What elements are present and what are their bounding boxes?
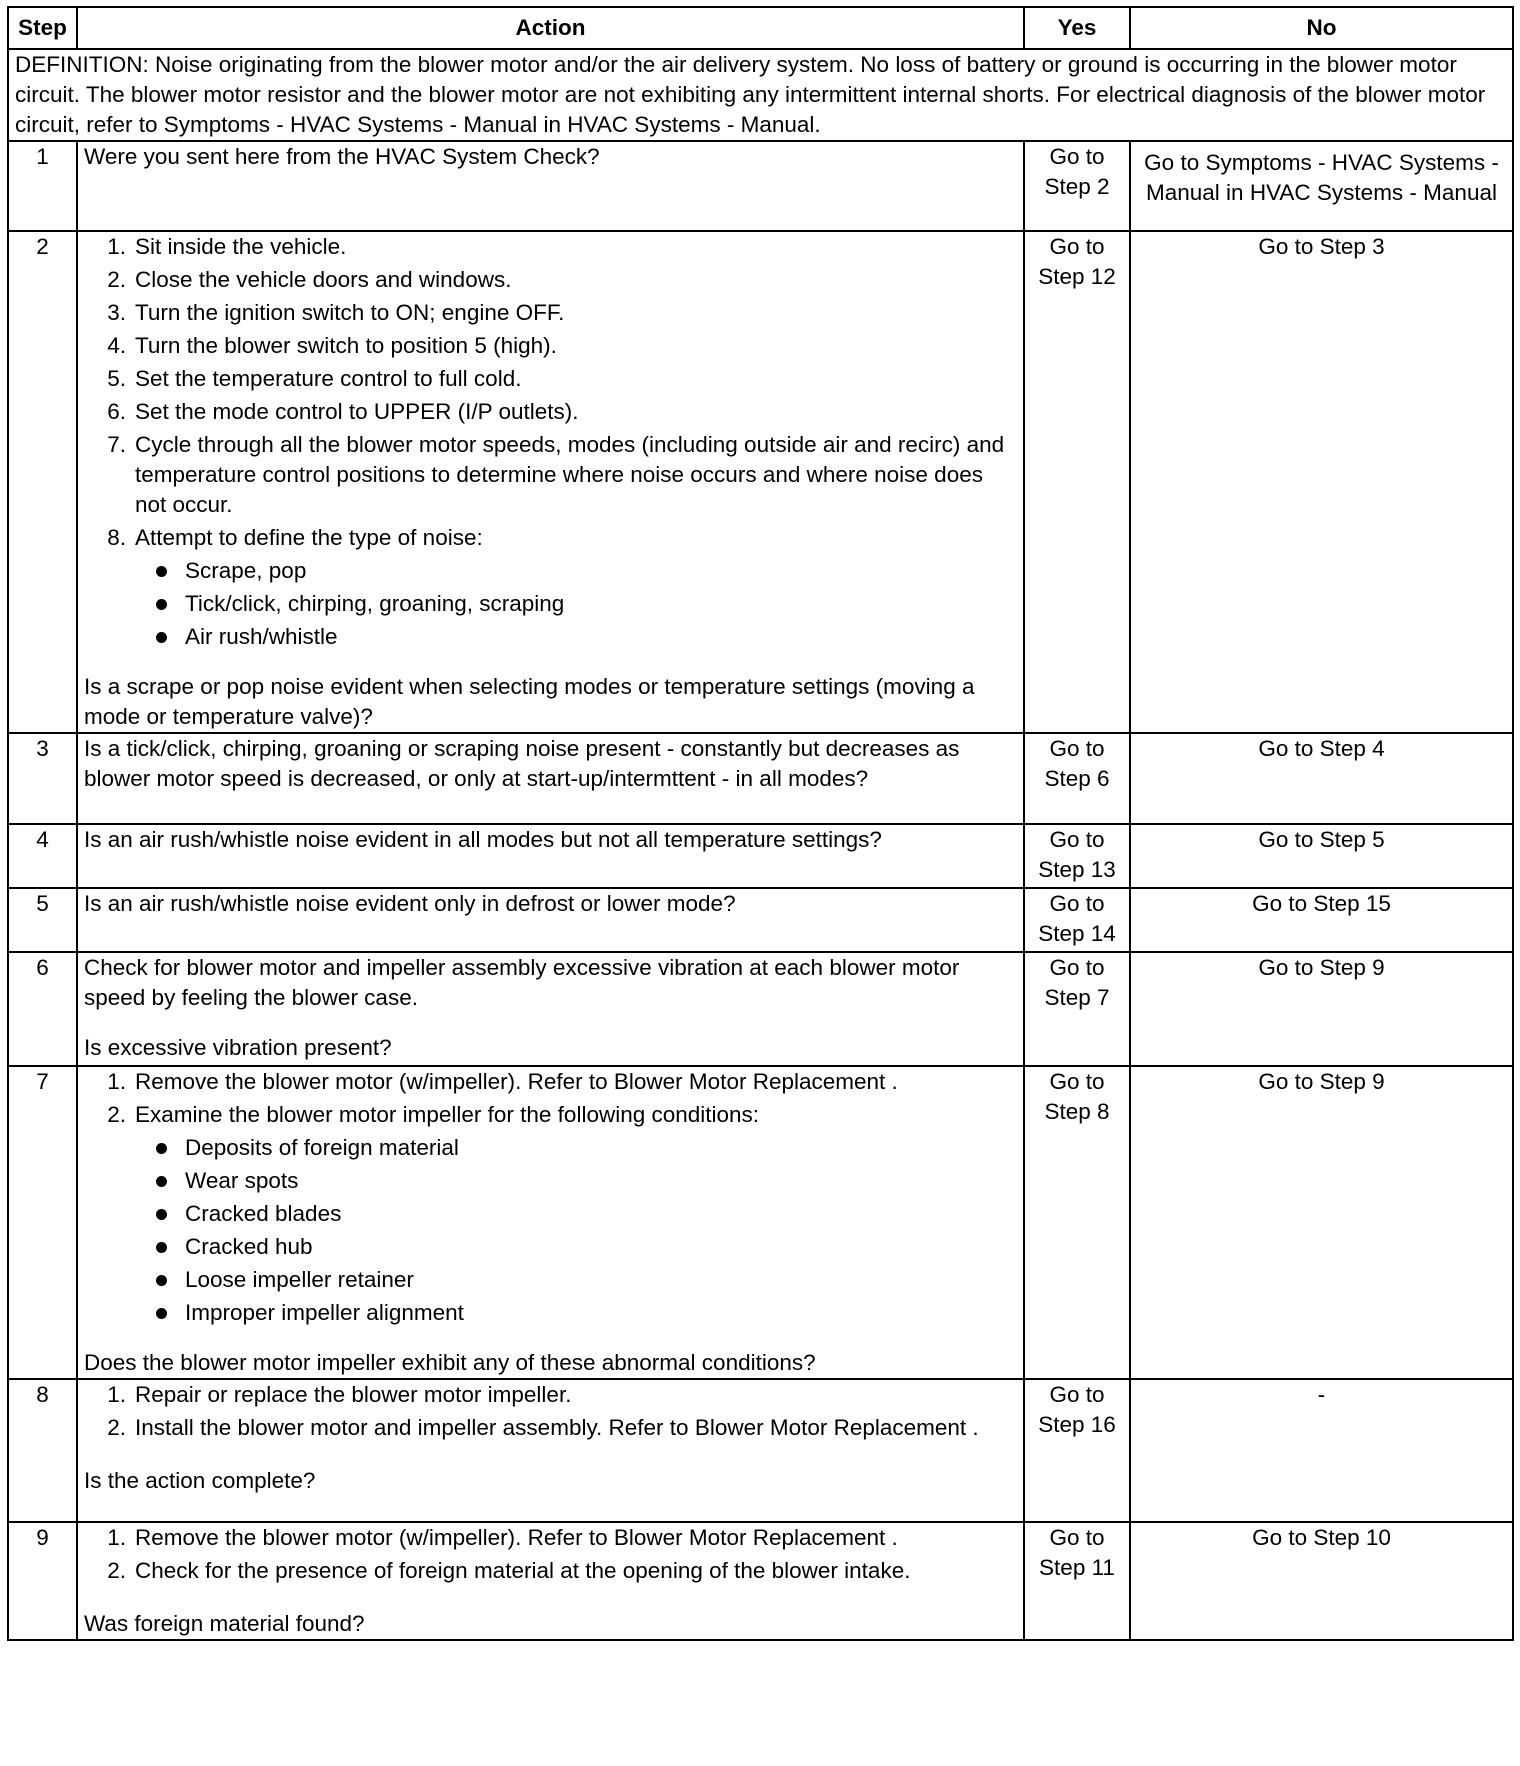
instruction-list — [84, 232, 1017, 553]
header-yes: Yes — [1024, 7, 1130, 49]
list-item: 6. Set the mode control to UPPER (I/P outlets). — [107, 399, 579, 424]
list-item: 1. Sit inside the vehicle. — [107, 234, 347, 259]
step-question: Is an air rush/whistle noise evident in all modes but not all temperature settings? — [84, 827, 882, 852]
step-number: 3 — [8, 733, 77, 824]
diagnostic-table — [7, 6, 1514, 1641]
no-cell: Go to Step 3 — [1130, 231, 1513, 733]
step-question: Is a scrape or pop noise evident when selecting modes or temperature settings (moving a mode or temperature valve)? — [84, 674, 975, 729]
no-cell: Go to Step 5 — [1130, 824, 1513, 888]
table-row — [8, 1522, 1513, 1640]
list-item: Air rush/whistle — [84, 622, 1017, 652]
list-item: Cracked hub — [84, 1232, 1017, 1262]
list-item: 8. Attempt to define the type of noise: — [107, 525, 483, 550]
action-cell — [77, 1066, 1024, 1379]
bullet-icon — [156, 566, 167, 577]
yes-cell: Go to Step 14 — [1024, 888, 1130, 952]
step-number: 9 — [8, 1522, 77, 1640]
definition-text: DEFINITION: Noise originating from the blower motor and/or the air delivery system. No loss of battery or ground is occurring in the blower motor circuit. The blower motor resistor and the blower motor are not exhibiting any intermittent internal shorts. For electrical diagnosis of the blower motor circuit, refer to Symptoms - HVAC Systems - Manual in HVAC Systems - Manual. — [8, 49, 1513, 141]
no-cell: Go to Symptoms - HVAC Systems - Manual in HVAC Systems - Manual — [1130, 141, 1513, 231]
bullet-icon — [156, 599, 167, 610]
bullet-icon — [156, 1242, 167, 1253]
yes-cell: Go to Step 8 — [1024, 1066, 1130, 1379]
yes-cell: Go to Step 7 — [1024, 952, 1130, 1066]
list-item: 2. Examine the blower motor impeller for the following conditions: — [107, 1102, 760, 1127]
header-step: Step — [8, 7, 77, 49]
bullet-icon — [156, 1308, 167, 1319]
list-item: Scrape, pop — [84, 556, 1017, 586]
yes-cell: Go to Step 12 — [1024, 231, 1130, 733]
list-item: Wear spots — [84, 1166, 1017, 1196]
yes-cell: Go to Step 16 — [1024, 1379, 1130, 1522]
bullet-icon — [156, 1176, 167, 1187]
table-row — [8, 141, 1513, 231]
list-item: Loose impeller retainer — [84, 1265, 1017, 1295]
bullet-icon — [156, 1209, 167, 1220]
header-row — [8, 7, 1513, 49]
action-cell — [77, 952, 1024, 1066]
action-cell — [77, 231, 1024, 733]
yes-cell: Go to Step 2 — [1024, 141, 1130, 231]
table-row — [8, 952, 1513, 1066]
step-question: Is an air rush/whistle noise evident only in defrost or lower mode? — [84, 891, 736, 916]
list-item: Deposits of foreign material — [84, 1133, 1017, 1163]
step-question: Were you sent here from the HVAC System Check? — [84, 144, 600, 169]
list-item: 2. Install the blower motor and impeller assembly. Refer to Blower Motor Replacement . — [107, 1415, 979, 1440]
bullet-icon — [156, 1275, 167, 1286]
step-question: Was foreign material found? — [84, 1611, 365, 1636]
no-cell: - — [1130, 1379, 1513, 1522]
list-item: 7. Cycle through all the blower motor speeds, modes (including outside air and recirc) and temperature control positions to determine where noise occurs and where noise does not occur. — [107, 432, 1005, 517]
step-number: 7 — [8, 1066, 77, 1379]
instruction-list — [84, 1380, 1017, 1443]
list-item: 1. Remove the blower motor (w/impeller). Refer to Blower Motor Replacement . — [107, 1525, 898, 1550]
no-cell: Go to Step 9 — [1130, 952, 1513, 1066]
no-cell: Go to Step 15 — [1130, 888, 1513, 952]
noise-type-list — [84, 556, 1017, 652]
action-cell — [77, 824, 1024, 888]
no-cell: Go to Step 4 — [1130, 733, 1513, 824]
list-item: 4. Turn the blower switch to position 5 (high). — [107, 333, 557, 358]
table-row — [8, 888, 1513, 952]
step-number: 8 — [8, 1379, 77, 1522]
condition-list — [84, 1133, 1017, 1328]
instruction-list — [84, 1523, 1017, 1586]
header-action: Action — [77, 7, 1024, 49]
action-cell — [77, 141, 1024, 231]
definition-row — [8, 49, 1513, 141]
table-row — [8, 733, 1513, 824]
bullet-icon — [156, 1143, 167, 1154]
yes-cell: Go to Step 6 — [1024, 733, 1130, 824]
step-number: 5 — [8, 888, 77, 952]
action-cell — [77, 1379, 1024, 1522]
step-number: 2 — [8, 231, 77, 733]
table-row — [8, 1379, 1513, 1522]
list-item: 3. Turn the ignition switch to ON; engine OFF. — [107, 300, 565, 325]
list-item: 1. Remove the blower motor (w/impeller). Refer to Blower Motor Replacement . — [107, 1069, 898, 1094]
step-question: Is the action complete? — [84, 1468, 316, 1493]
step-question: Does the blower motor impeller exhibit any of these abnormal conditions? — [84, 1350, 816, 1375]
no-cell: Go to Step 10 — [1130, 1522, 1513, 1640]
instruction-list — [84, 1067, 1017, 1130]
table-row — [8, 824, 1513, 888]
table-row — [8, 231, 1513, 733]
action-cell — [77, 888, 1024, 952]
list-item: 1. Repair or replace the blower motor impeller. — [107, 1382, 572, 1407]
no-cell: Go to Step 9 — [1130, 1066, 1513, 1379]
list-item: 5. Set the temperature control to full cold. — [107, 366, 522, 391]
header-no: No — [1130, 7, 1513, 49]
step-instruction: Check for blower motor and impeller assembly excessive vibration at each blower motor speed by feeling the blower case. — [84, 955, 960, 1010]
yes-cell: Go to Step 13 — [1024, 824, 1130, 888]
list-item: 2. Check for the presence of foreign material at the opening of the blower intake. — [107, 1558, 911, 1583]
list-item: Tick/click, chirping, groaning, scraping — [84, 589, 1017, 619]
list-item: Improper impeller alignment — [84, 1298, 1017, 1328]
step-number: 4 — [8, 824, 77, 888]
action-cell — [77, 733, 1024, 824]
action-cell — [77, 1522, 1024, 1640]
table-row — [8, 1066, 1513, 1379]
list-item: Cracked blades — [84, 1199, 1017, 1229]
bullet-icon — [156, 632, 167, 643]
yes-cell: Go to Step 11 — [1024, 1522, 1130, 1640]
step-question: Is excessive vibration present? — [84, 1035, 392, 1060]
step-question: Is a tick/click, chirping, groaning or scraping noise present - constantly but decreases as blower motor speed is decreased, or only at start-up/intermttent - in all modes? — [84, 736, 960, 791]
list-item: 2. Close the vehicle doors and windows. — [107, 267, 512, 292]
step-number: 6 — [8, 952, 77, 1066]
step-number: 1 — [8, 141, 77, 231]
